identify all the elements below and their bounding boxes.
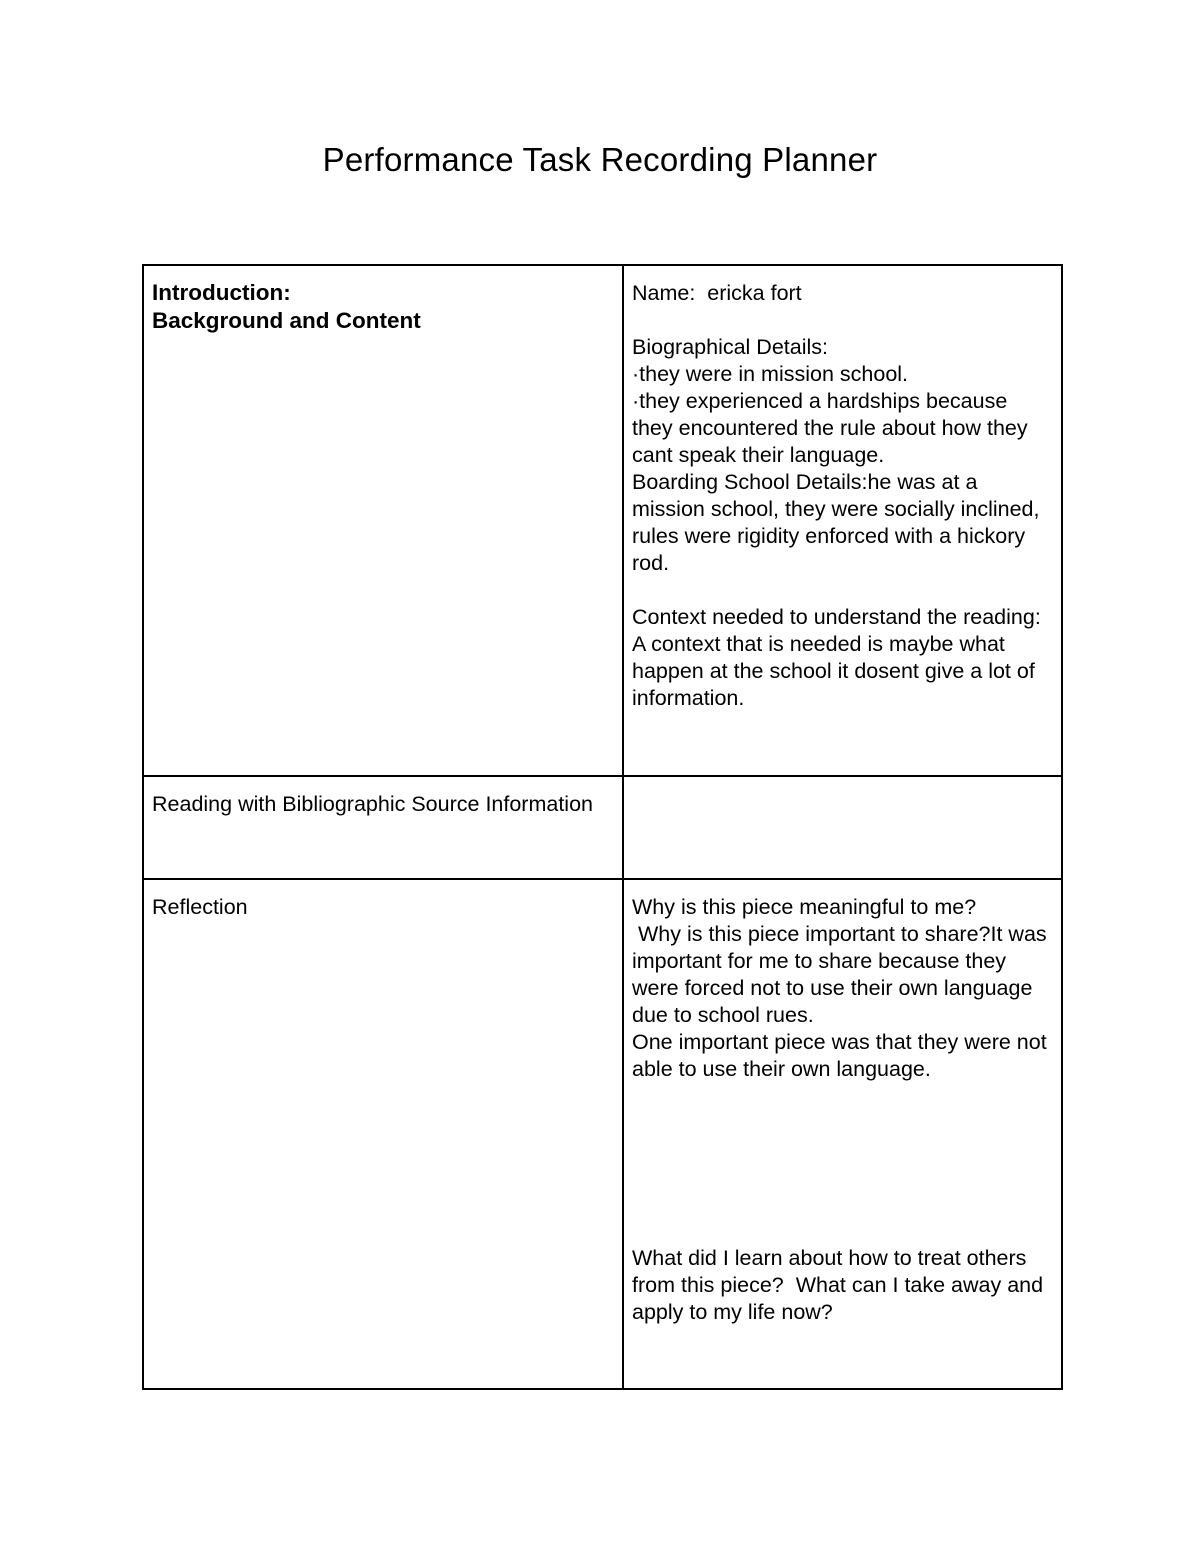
background-heading: Background and Content: [152, 308, 421, 333]
reflection-question-3: What did I learn about how to treat others from this piece? What can I take away and apply to my life now?: [632, 1246, 1050, 1324]
reading-label: Reading with Bibliographic Source Information: [152, 792, 593, 816]
cell-reflection-content: [623, 879, 1062, 1389]
context-label: Context needed to understand the reading:: [632, 605, 1041, 629]
spacer: [632, 1083, 1053, 1245]
cell-reading-content: [623, 776, 1062, 879]
spacer: [632, 577, 1053, 604]
biographical-details-label: Biographical Details:: [632, 335, 828, 359]
biographical-item-2: ·they experienced a hardships because they encountered the rule about how they cant speak their language.: [632, 389, 1034, 467]
introduction-heading: Introduction:: [152, 280, 291, 305]
cell-reading-label: [143, 776, 623, 879]
cell-introduction-content: [623, 265, 1062, 776]
planner-table: [142, 264, 1063, 1390]
context-answer: A context that is needed is maybe what happen at the school it dosent give a lot of information.: [632, 632, 1041, 710]
page-title: Performance Task Recording Planner: [322, 141, 878, 178]
table-row-introduction: [143, 265, 1062, 776]
biographical-item-1: ·they were in mission school.: [632, 362, 909, 386]
name-line: Name: ericka fort: [632, 281, 802, 305]
spacer: [632, 307, 1053, 334]
table-row-reflection: [143, 879, 1062, 1389]
reflection-label: Reflection: [152, 895, 248, 919]
cell-reflection-label: [143, 879, 623, 1389]
reflection-answer: One important piece was that they were not able to use their own language.: [632, 1030, 1053, 1081]
reflection-question-1: Why is this piece meaningful to me?: [632, 895, 977, 919]
table-row-reading: [143, 776, 1062, 879]
cell-introduction-label: [143, 265, 623, 776]
boarding-school-details: Boarding School Details:he was at a mission school, they were socially inclined, rules were rigidity enforced with a hickory rod.: [632, 470, 1046, 575]
reflection-question-2: Why is this piece important to share?It was important for me to share because they were forced not to use their own language due to school rues.: [632, 922, 1053, 1027]
